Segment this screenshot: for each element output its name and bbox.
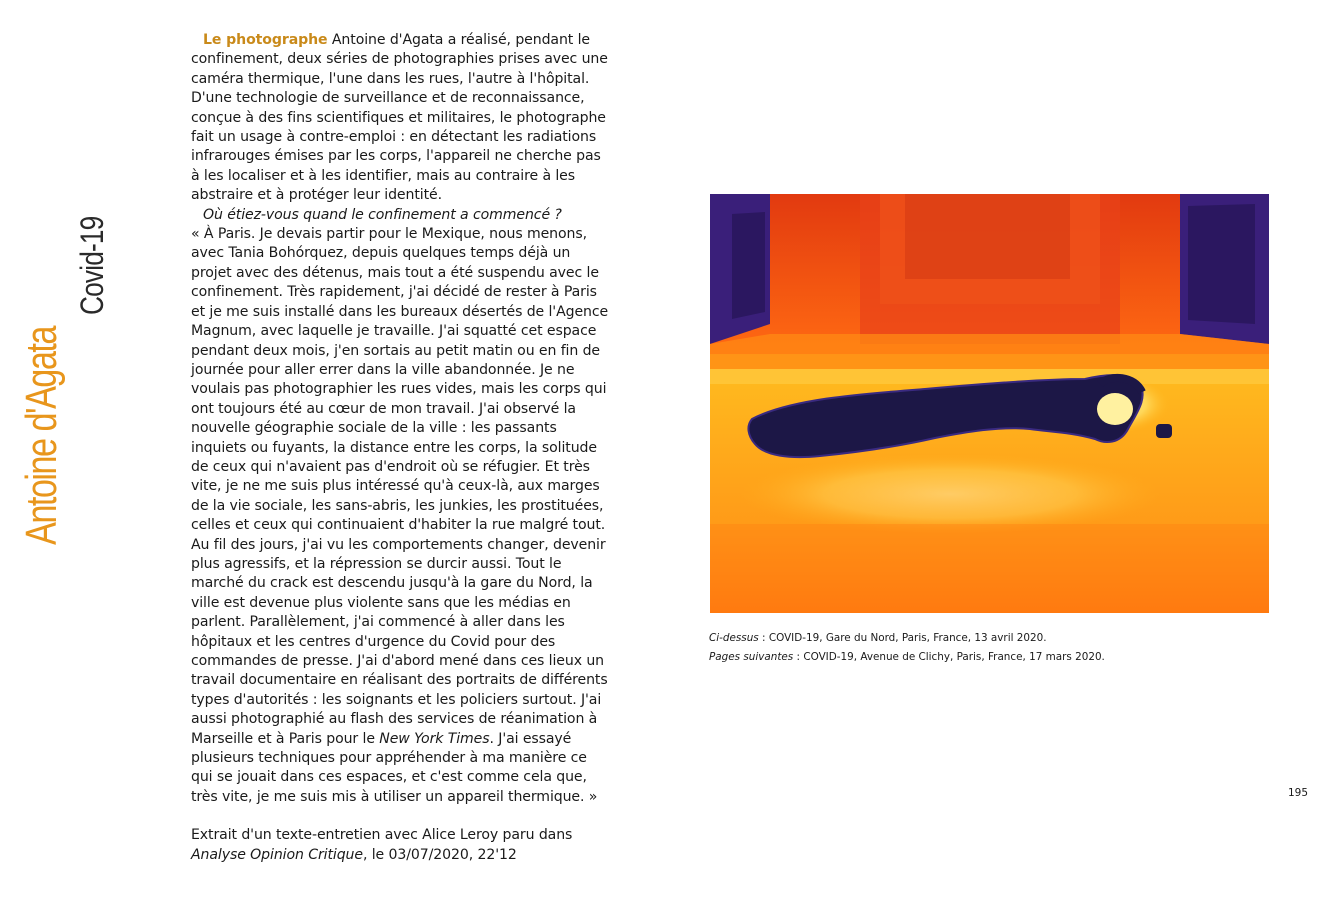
caption-above-label: Ci-dessus — [709, 632, 759, 644]
article-text — [191, 31, 611, 865]
caption-next-pages — [709, 648, 1105, 667]
intro-text: Antoine d'Agata a réalisé, pendant le confinement, deux séries de photographies prises avec une caméra thermique, l'une dans les rues, l'autre à l'hôpital. D'une technologie de surveillance et de reconnaissance, conçue à des fins scientifiques et militaires, le photographe fait un usage à contre-emploi : en détectant les radiations infrarouges émises par les corps, l'appareil ne cherche pas à les localiser et à les identifier, mais au contraire à les abstraire et à protéger leur identité. — [191, 32, 608, 204]
source-line-1: Extrait d'un texte-entretien avec Alice Leroy paru dans — [191, 827, 573, 844]
caption-next-label: Pages suivantes — [709, 651, 794, 663]
interview-answer — [191, 225, 611, 807]
caption-above-text: : COVID-19, Gare du Nord, Paris, France, 13 avril 2020. — [758, 632, 1047, 644]
photo-captions — [709, 629, 1105, 667]
source-note — [191, 826, 611, 865]
vertical-title — [17, 195, 110, 545]
topic-title: Covid-19 — [74, 216, 110, 315]
caption-next-text: : COVID-19, Avenue de Clichy, Paris, France, 17 mars 2020. — [793, 651, 1105, 663]
intro-paragraph — [191, 31, 611, 206]
answer-text-2: . J'ai essayé plusieurs techniques pour appréhender à ma manière ce qui se jouait dans ces espaces, et c'est comme cela que, très vite, je me suis mis à utiliser un appareil thermique. » — [191, 730, 598, 805]
answer-italic-title: New York Times — [379, 730, 490, 747]
page-number: 195 — [1288, 787, 1309, 799]
lead-word: Le photographe — [203, 32, 328, 48]
source-date: , le 03/07/2020, 22'12 — [362, 846, 517, 863]
author-name: Antoine d'Agata — [17, 327, 66, 545]
interview-question: Où étiez-vous quand le confinement a commencé ? — [203, 206, 562, 223]
thermal-photograph — [710, 194, 1269, 613]
caption-above — [709, 629, 1105, 648]
answer-text-1: « À Paris. Je devais partir pour le Mexique, nous menons, avec Tania Bohórquez, depuis quelques temps déjà un projet avec des détenus, mais tout a été suspendu avec le confinement. Très rapidement, j'ai décidé de rester à Paris et je me suis installé dans les bureaux désertés de l'Agence Magnum, avec laquelle je travaille. J'ai squatté cet espace pendant deux mois, j'en sortais au petit matin ou en fin de journée pour aller errer dans la ville abandonnée. Je ne voulais pas photographier les rues vides, mais les corps qui ont toujours été au cœur de mon travail. J'ai observé la nouvelle géographie sociale de la ville : les passants inquiets ou fuyants, la distance entre les corps, la solitude de ceux qui n'avaient pas d'endroit où se réfugier. Et très vite, je ne me suis plus intéressé qu'à ceux-là, aux marges de la vie sociale, les sans-abris, les junkies, les prostituées, celles et ceux qui continuaient d'habiter la rue malgré tout. Au fil des jours, j'ai vu les comportements changer, devenir plus agressifs, et la répression se durcir aussi. Tout le marché du crack est descendu jusqu'à la gare du Nord, la ville est devenue plus violente sans que les médias en parlent. Parallèlement, j'ai commencé à aller dans les hôpitaux et les centres d'urgence du Covid pour des commandes de presse. J'ai d'abord mené dans ces lieux un travail documentaire en réalisant des portraits de différents types d'autorités : les soignants et les policiers surtout. J'ai aussi photographié au flash des services de réanimation à Marseille et à Paris pour le — [191, 226, 609, 747]
source-publication: Analyse Opinion Critique — [191, 846, 363, 863]
